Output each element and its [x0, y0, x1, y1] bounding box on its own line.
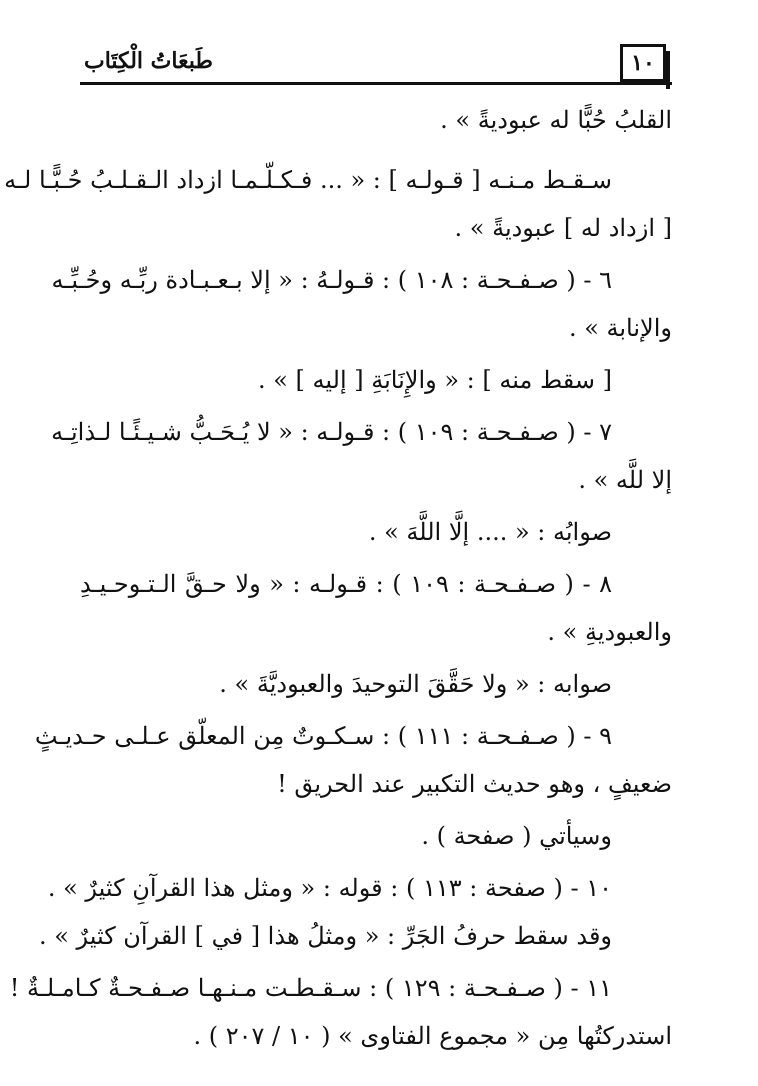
text-line: استدركتُها مِن « مجموع الفتاوى » ( ١٠ / ٢٠٧ ) .: [193, 1022, 672, 1050]
page-number-box: [620, 44, 666, 82]
text-line: [ ازداد له ] عبوديةً » .: [454, 214, 672, 242]
text-line: ضعيفٍ ، وهو حديث التكبير عند الحريق !: [277, 770, 672, 798]
page-body: [4, 96, 672, 1060]
text-line: والعبوديةِ » .: [547, 618, 672, 646]
item-8-line: ٨ - ( صـفـحـة : ١٠٩ ) : قـولـه : « ولا حـقَّ الـتـوحـيـدِ: [80, 570, 612, 598]
item-9-line: ٩ - ( صـفـحـة : ١١١ ) : سـكـوتٌ مِن المعلّق عـلـى حـديـثٍ: [34, 722, 612, 750]
text-line: وسيأتي ( صفحة ) .: [421, 822, 612, 850]
running-title: طَبعَاتُ الْكِتَاب: [84, 48, 213, 74]
item-7-line: ٧ - ( صـفـحـة : ١٠٩ ) : قـولـه : « لا يُـحَـبُّ شـيـئًـا لـذاتِـه: [51, 418, 612, 446]
text-line: [ سقط منه ] : « والإِنَابَةِ [ إليه ] » .: [257, 366, 612, 394]
text-line: صوابُه : « .... إلَّا اللَّهَ » .: [368, 518, 612, 546]
header-rule: [80, 82, 672, 85]
text-line: سـقـط مـنـه [ قـولـه ] : « ... فـكـلّـمـا ازداد الـقـلـبُ حُـبًّـا لـه: [4, 166, 612, 194]
text-line: وقد سقط حرفُ الجَرِّ : « ومثلُ هذا [ في ] القرآن كثيرٌ » .: [38, 922, 612, 950]
item-10-line: ١٠ - ( صفحة : ١١٣ ) : قوله : « ومثل هذا القرآنِ كثيرٌ » .: [47, 874, 612, 902]
page-header: [80, 36, 672, 88]
page-number: ١٠: [631, 50, 655, 76]
text-line: صوابه : « ولا حَقَّقَ التوحيدَ والعبوديَّةَ » .: [219, 670, 612, 698]
text-line: إلا للَّه » .: [578, 466, 672, 494]
text-line: والإنابة » .: [568, 314, 672, 342]
text-line: القلبُ حُبًّا له عبوديةً » .: [440, 106, 672, 134]
item-6-line: ٦ - ( صـفـحـة : ١٠٨ ) : قـولـهُ : « إلا بـعـبـادة ربِّـه وحُـبِّـه: [51, 266, 612, 294]
item-11-line: ١١ - ( صـفـحـة : ١٢٩ ) : سـقـطـت مـنـهـا صـفـحـةٌ كـامـلـةٌ !: [9, 974, 612, 1002]
